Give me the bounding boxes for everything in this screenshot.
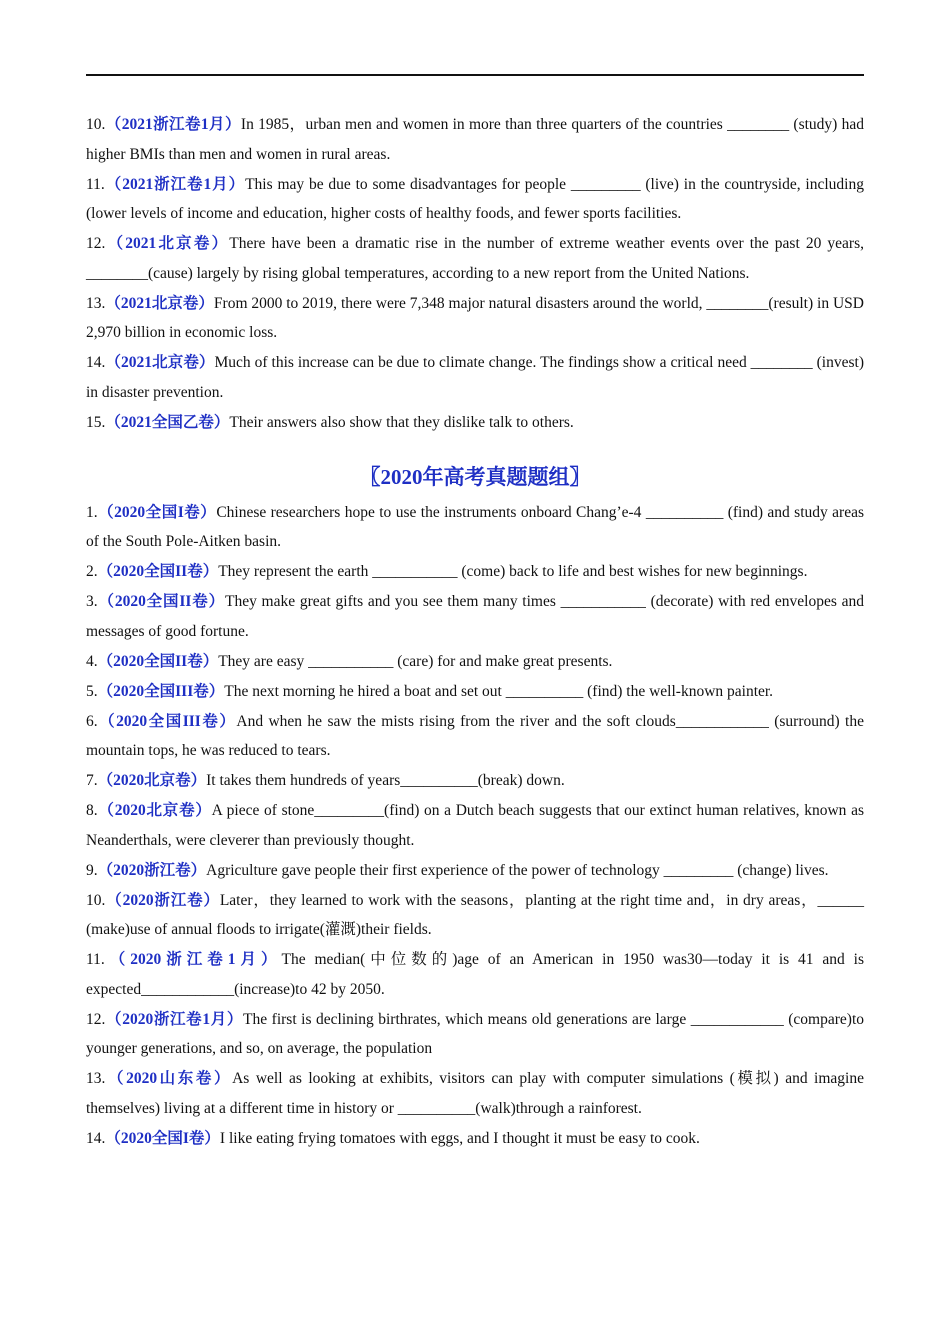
question-text: The next morning he hired a boat and set out __________ (find) the well-known painter.	[224, 682, 774, 700]
question-item	[86, 408, 864, 438]
question-text: There have been a dramatic rise in the number of extreme weather events over the past 20 years, ________(cause) largely by rising global temperatures, according to a new report from the United Nations.	[86, 235, 864, 282]
question-number: 15.	[86, 413, 106, 431]
question-text: Chinese researchers hope to use the instruments onboard Chang’e-4 __________ (find) and study areas of the South Pole-Aitken basin.	[86, 503, 864, 550]
question-source: （2020全国III卷）	[97, 682, 225, 700]
question-item	[86, 886, 864, 945]
question-item	[86, 170, 864, 229]
question-text: A piece of stone_________(find) on a Dutch beach suggests that our extinct human relatives, known as Neanderthals, were cleverer than previously thought.	[86, 802, 864, 849]
question-source: （2021北京卷）	[105, 294, 214, 312]
question-source: （2020浙江卷1月）	[104, 951, 282, 968]
question-item	[86, 229, 864, 288]
question-text: They represent the earth ___________ (come) back to life and best wishes for new beginnings.	[218, 563, 808, 580]
question-source: （2020全国II卷）	[97, 652, 219, 670]
question-item	[86, 796, 864, 855]
question-text: This may be due to some disadvantages for people _________ (live) in the countryside, including (lower levels of income and education, higher costs of healthy foods, and fewer sports facilities.	[86, 175, 864, 222]
question-source: （2020全国II卷）	[97, 593, 225, 610]
question-number: 8.	[86, 802, 98, 819]
question-text: The median(中位数的)age of an American in 1950 was30—today it is 41 and is expected____________(increase)to 42 by 2050.	[86, 951, 864, 998]
question-source: （2020山东卷）	[105, 1070, 233, 1087]
question-number: 4.	[86, 652, 98, 670]
question-item	[86, 110, 864, 169]
question-source: （2021北京卷）	[105, 354, 215, 371]
question-text: Agriculture gave people their first experience of the power of technology _________ (change) lives.	[206, 861, 829, 879]
question-source: （2021浙江卷1月）	[104, 175, 246, 193]
question-source: （2020北京卷）	[97, 802, 212, 819]
question-number: 6.	[86, 712, 98, 730]
question-source: （2021浙江卷1月）	[105, 116, 241, 133]
question-text: From 2000 to 2019, there were 7,348 major natural disasters around the world, ________(result) in USD 2,970 billion in economic loss.	[86, 294, 864, 341]
section-2021	[86, 110, 864, 437]
question-item	[86, 707, 864, 766]
question-number: 10.	[86, 116, 106, 133]
question-source: （2020全国I卷）	[97, 503, 217, 521]
question-number: 3.	[86, 593, 98, 610]
question-number: 9.	[86, 861, 98, 879]
question-number: 12.	[86, 1010, 106, 1028]
question-number: 14.	[86, 354, 106, 371]
question-number: 10.	[86, 891, 106, 909]
question-text: And when he saw the mists rising from the river and the soft clouds____________ (surround) the mountain tops, he was reduced to tears.	[86, 712, 864, 759]
question-source: （2021全国乙卷）	[105, 413, 230, 431]
question-number: 11.	[86, 951, 105, 968]
section-2020	[86, 498, 864, 1154]
question-item	[86, 1124, 864, 1154]
question-number: 5.	[86, 682, 98, 700]
question-item	[86, 1064, 864, 1123]
question-source: （2021北京卷）	[105, 235, 230, 252]
question-source: （2020全国I卷）	[105, 1129, 220, 1147]
question-number: 12.	[86, 235, 106, 252]
question-text: Later，they learned to work with the seasons，planting at the right time and，in dry areas，______ (make)use of annual floods to irrigate(灌溉)their fields.	[86, 891, 864, 938]
question-text: I like eating frying tomatoes with eggs, and I thought it must be easy to cook.	[219, 1129, 700, 1147]
question-source: （2020浙江卷）	[97, 861, 207, 879]
question-text: It takes them hundreds of years__________(break) down.	[206, 772, 565, 789]
question-item	[86, 587, 864, 646]
question-text: In 1985，urban men and women in more than three quarters of the countries ________ (study) had higher BMIs than men and women in rural areas.	[86, 116, 864, 163]
question-item	[86, 677, 864, 707]
question-source: （2020北京卷）	[97, 772, 207, 789]
question-item	[86, 557, 864, 587]
question-item	[86, 498, 864, 557]
question-item	[86, 348, 864, 407]
question-text: As well as looking at exhibits, visitors can play with computer simulations (模拟) and imagine themselves) living at a different time in history or __________(walk)through a rainforest.	[86, 1070, 864, 1117]
header-rule	[86, 74, 864, 76]
question-number: 2.	[86, 563, 98, 580]
question-text: They make great gifts and you see them many times ___________ (decorate) with red envelopes and messages of good fortune.	[86, 593, 864, 640]
question-source: （2020浙江卷）	[105, 891, 220, 909]
question-number: 7.	[86, 772, 98, 789]
question-source: （2020全国III卷）	[97, 712, 237, 730]
question-text: The first is declining birthrates, which means old generations are large ____________ (compare)to younger generations, and so, on average, the population	[86, 1010, 864, 1057]
question-source: （2020浙江卷1月）	[105, 1010, 244, 1028]
section-heading: 〖2020年高考真题题组〗	[359, 464, 591, 489]
question-text: Their answers also show that they dislike talk to others.	[229, 413, 574, 431]
question-number: 13.	[86, 294, 106, 312]
question-text: Much of this increase can be due to climate change. The findings show a critical need ________ (invest) in disaster prevention.	[86, 354, 864, 401]
question-item	[86, 856, 864, 886]
question-source: （2020全国II卷）	[97, 563, 219, 580]
question-item	[86, 766, 864, 796]
question-text: They are easy ___________ (care) for and make great presents.	[218, 652, 613, 670]
question-number: 1.	[86, 503, 98, 521]
question-item	[86, 647, 864, 677]
question-number: 11.	[86, 175, 105, 193]
question-item	[86, 289, 864, 348]
question-number: 14.	[86, 1129, 106, 1147]
document-body	[86, 110, 864, 1154]
question-item	[86, 1005, 864, 1064]
question-number: 13.	[86, 1070, 106, 1087]
question-item	[86, 945, 864, 1004]
